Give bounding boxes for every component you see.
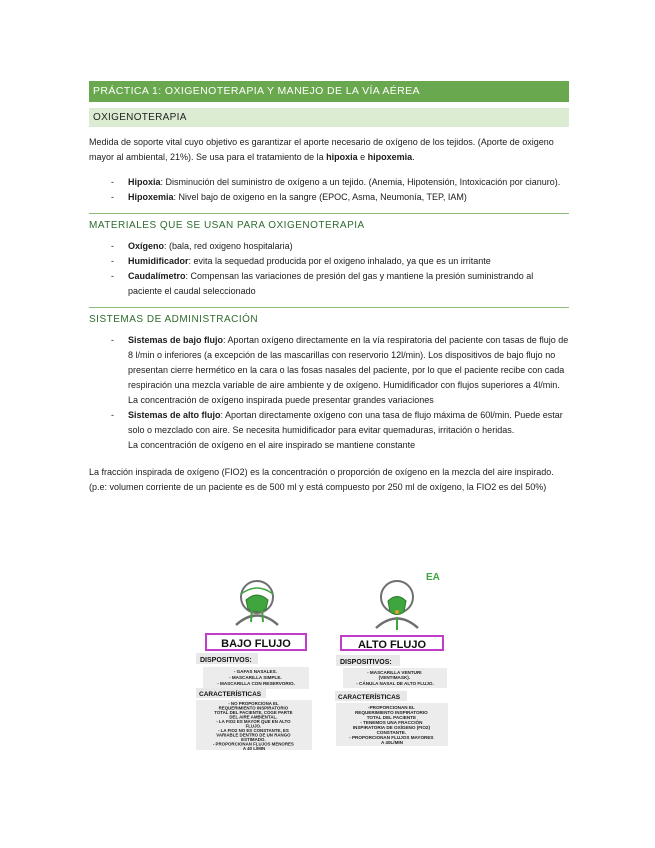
material-term: Oxígeno: [128, 241, 165, 251]
list-item: - Sistemas de alto flujo: Aportan directamente oxígeno con una tasa de flujo máxima de 60l/min. Puede estar solo o mezclado con aire. Se necesita humidificador para evitar quemaduras, irritación o heridas. La concentración de oxígeno en el aire inspirado se mantiene constante: [111, 410, 563, 450]
high-features-label: CARACTERÍSTICAS: [338, 694, 401, 701]
intro-bold-hipoxemia: hipoxemia: [367, 152, 413, 162]
intro-text-2: e: [357, 152, 368, 162]
main-header: PRÁCTICA 1: OXIGENOTERAPIA Y MANEJO DE LA VÍA AÉREA: [89, 81, 569, 102]
list-item: - Sistemas de bajo flujo: Aportan oxígeno directamente en la vía respiratoria del paciente con tasas de flujo de 8 l/min o inferiores (a excepción de las mascarillas con reservorio 12l/min). Los dispositivos de bajo flujo no presentan cierre hermético en la cara o las fosas nasales del paciente, por lo que el paciente recibe con cada respiración una mezcla variable de aire ambiente y de oxígeno. Humidificador con flujos superiores a 4l/min. La concentración de oxígeno inspirada puede presentar grandes variaciones: [111, 335, 569, 405]
material-term: Caudalímetro: [128, 271, 186, 281]
high-flow-title: ALTO FLUJO: [357, 639, 427, 651]
material-text: : evita la sequedad producida por el oxigeno inhalado, ya que es un irritante: [188, 256, 491, 266]
list-item: - Hipoxia: Disminución del suministro de oxígeno a un tejido. (Anemia, Hipotensión, Intoxicación por cianuro).: [111, 177, 561, 187]
low-device-line: - GAFAS NASALES.: [233, 669, 277, 674]
high-features-list: [349, 705, 435, 745]
low-feature-line: - LA FIO2 NO ES CONSTANTE, ES: [218, 728, 289, 733]
intro-bold-hipoxia: hipoxia: [326, 152, 358, 162]
patient-high-flow-icon: [376, 581, 418, 630]
high-feature-line: TOTAL DEL PACIENTE: [366, 715, 417, 720]
high-feature-line: A 40L/MIN: [380, 740, 404, 745]
list-item: - Oxígeno: (bala, red oxigeno hospitalaria): [111, 241, 293, 251]
high-device-line: - CÁNULA NASAL DE ALTO FLUJO.: [356, 681, 434, 686]
high-device-line: - MASCARILLA VENTURI: [367, 670, 422, 675]
intro-text-3: .: [412, 152, 415, 162]
definition-term: Hipoxia: [128, 177, 161, 187]
low-feature-line: FLUJO.: [245, 723, 262, 729]
system-text: : Aportan directamente oxígeno con una tasa de flujo máxima de 60l/min. Puede estar solo o mezclado con aire. Se necesita humidificador para evitar quemaduras, irritación o heridas.: [128, 410, 563, 435]
low-feature-line: A 40 L/MIN: [242, 746, 266, 751]
system-term: Sistemas de bajo flujo: [128, 335, 224, 345]
high-flow-panel: [335, 572, 448, 746]
definition-term: Hipoxemia: [128, 192, 174, 202]
list-item: - Humidificador: evita la sequedad producida por el oxigeno inhalado, ya que es un irritante: [111, 256, 491, 266]
high-feature-line: - TENEMOS UNA FRACCIÓN: [360, 720, 423, 725]
low-feature-line: REQUERIMIENTO INSPIRATORIO: [218, 705, 289, 711]
intro-text-1: Medida de soporte vital cuyo objetivo es garantizar el aporte necesario de oxígeno de los tejidos. (Aporte de oxigeno mayor al ambiental, 21%). Se usa para el tratamiento de la: [89, 137, 554, 162]
definition-text: : Nivel bajo de oxigeno en la sangre (EPOC, Asma, Neumonía, TEP, IAM): [173, 192, 467, 202]
low-feature-line: ESTIMADO.: [241, 737, 266, 742]
section-header-sistemas: SISTEMAS DE ADMINISTRACIÓN: [89, 314, 259, 325]
high-devices-label: DISPOSITIVOS:: [340, 659, 392, 666]
low-devices-label: DISPOSITIVOS:: [200, 657, 252, 664]
low-flow-title: BAJO FLUJO: [221, 638, 291, 650]
low-features-label: CARACTERÍSTICAS: [199, 691, 262, 698]
definition-text: : Disminución del suministro de oxígeno a un tejido. (Anemia, Hipotensión, Intoxicación por cianuro).: [160, 177, 561, 187]
system-text: : Aportan oxígeno directamente en la vía respiratoria del paciente con tasas de flujo de 8 l/min o inferiores (a excepción de las mascarillas con reservorio 12l/min). Los dispositivos de bajo flujo no presentan cierre hermético en la cara o las fosas nasales del paciente, por lo que el paciente recibe con cada respiración una mezcla variable de aire ambiente y de oxígeno. Humidificador con flujos superiores a 4l/min.: [128, 335, 569, 390]
low-feature-line: VARIABLE DENTRO DE UN RANGO: [216, 732, 291, 738]
low-device-line: - MASCARILLA SIMPLE.: [229, 675, 282, 680]
high-device-line: (VENTIMASK).: [378, 675, 411, 680]
low-feature-line: TOTAL DEL PACIENTE, COGE PARTE: [214, 710, 293, 715]
low-feature-line: DEL AIRE AMBIENTAL.: [229, 714, 278, 720]
high-feature-line: - PROPORCIONAN FLUJOS MAYORES: [349, 735, 434, 740]
high-feature-line: -PROPORCIONAN EL: [368, 705, 415, 710]
section-header-materiales: MATERIALES QUE SE USAN PARA OXIGENOTERAPIA: [89, 220, 365, 231]
fio2-paragraph: La fracción inspirada de oxígeno (FIO2) es la concentración o proporción de oxígeno en la mezcla del aire inspirado. (p.e: volumen corriente de un paciente es de 500 ml y está compuesto por 250 ml de oxígeno, la FIO2 es del 50%): [89, 467, 554, 492]
system-note: La concentración de oxígeno inspirada puede presentar grandes variaciones: [128, 395, 434, 405]
low-feature-line: - LA FIO2 ES MAYOR QUE EN ALTO: [216, 719, 291, 724]
high-feature-line: CONSTANTE.: [376, 730, 407, 735]
low-flow-panel: [196, 581, 312, 751]
material-text: : Compensan las variaciones de presión del gas y mantiene la presión suministrando al paciente el caudal seleccionado: [128, 271, 534, 296]
low-feature-line: - PROPORCIONAN FLUJOS MENORES: [212, 741, 294, 747]
low-feature-line: - NO PROPORCIONA EL: [228, 701, 279, 706]
system-note: La concentración de oxígeno en el aire inspirado se mantiene constante: [128, 440, 416, 450]
list-item: - Caudalímetro: Compensan las variaciones de presión del gas y mantiene la presión suministrando al paciente el caudal seleccionado: [111, 271, 534, 296]
list-item: - Hipoxemia: Nivel bajo de oxigeno en la sangre (EPOC, Asma, Neumonía, TEP, IAM): [111, 192, 467, 202]
corner-label: EA: [426, 572, 440, 583]
material-text: : (bala, red oxigeno hospitalaria): [164, 241, 293, 251]
material-term: Humidificador: [128, 256, 189, 266]
high-feature-line: INSPIRATORIA DE OXÍGENO (FIO2): [352, 725, 430, 730]
system-term: Sistemas de alto flujo: [128, 410, 221, 420]
low-device-line: - MASCARILLA CON RESERVORIO.: [217, 681, 295, 686]
high-feature-line: REQUERIMIENTO INSPIRATORIO: [354, 710, 428, 715]
section-header-oxigenoterapia: OXIGENOTERAPIA: [89, 108, 569, 127]
patient-low-flow-icon: [236, 581, 278, 625]
